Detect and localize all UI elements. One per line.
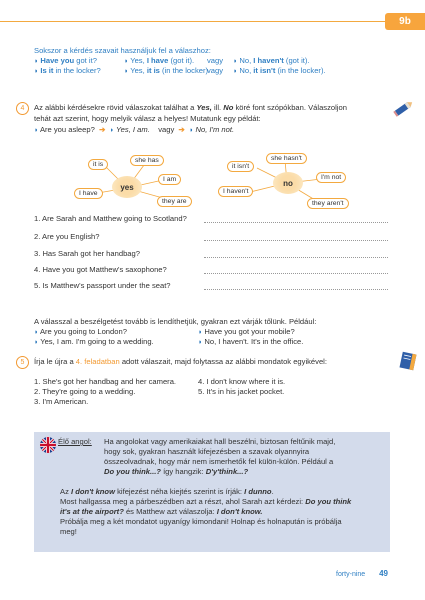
intro-row-1-yes-post: (got it). [168,56,195,65]
bullet-icon: ◗ [34,127,39,134]
intro-row-1-yes-pre: Yes, [130,56,147,65]
info-p1-bold-2: D'y'think...? [205,467,249,476]
yes-bubble-she-has: she has [130,155,164,166]
intro-row-2-yes-pre: Yes, [130,66,147,75]
info-p3-line-3: Próbálja meg a két mondatot ugyanígy kimondani! Holnap és holnapután is próbálja [60,517,342,526]
intro-row-1-yes-bold: I have [146,56,169,65]
exercise-4-number: 4 [16,102,29,115]
bullet-icon: ◗ [189,127,194,134]
ex5-text-pre: Írja le újra a [34,357,76,366]
answer-line-1[interactable] [204,222,388,223]
info-p1-bold-1: Do you think...? [104,467,161,476]
ex4-text-1: Az alábbi kérdésekre rövid válaszokat találhat a [34,103,197,112]
intro-row-2-no-bold: it isn't [253,66,276,75]
bullet-icon: ◗ [109,127,114,134]
bullet-icon: ◗ [233,58,238,65]
ex4-yes: Yes, [196,103,212,112]
continuation-ex-2-right [198,337,303,348]
bullet-icon: ◗ [198,339,203,346]
info-p3-bold-2: it's at the airport? [60,507,124,516]
exercise-4-instruction-line-2: tehát azt szerint, hogy melyik válasz a helyes! Mutatunk egy példát: [34,114,261,123]
continuation-ex-2-right-text: No, I haven't. It's in the office. [204,337,304,346]
intro-row-1-or: vagy [207,56,224,65]
continuation-ex-2-left [34,337,154,348]
exercise-5-number: 5 [16,356,29,369]
no-hub: no [273,172,303,194]
bullet-icon: ◗ [34,58,39,65]
intro-row-2-no-post: (in the locker). [275,66,326,75]
unit-tab: 9b [385,13,425,30]
info-p2-bold-1: I don't know [70,487,115,496]
ex5-sentence-2: 2. They're going to a wedding. [34,387,136,396]
answer-line-2[interactable] [204,240,388,241]
continuation-ex-1-right-text: Have you got your mobile? [204,327,295,336]
bullet-icon: ◗ [34,68,39,75]
info-p3-bold-3: I don't know. [216,507,263,516]
info-p1-line-2: hogy sok, gyakran használt kifejezésben a szavak olyannyira [104,447,310,456]
yes-bubble-i-have: I have [74,188,103,199]
no-bubble-im-not: I'm not [316,172,346,183]
bullet-icon: ◗ [124,58,129,65]
info-p1-line-4 [104,467,248,477]
intro-row-2-q-rest: in the locker? [53,66,101,75]
answer-line-3[interactable] [204,257,388,258]
intro-row-2-yes-post: (in the locker) [159,66,209,75]
live-english-label: Élő angol: [58,437,92,446]
question-5: 5. Is Matthew's passport under the seat? [34,281,171,290]
intro-row-1-no-pre: No, [239,56,254,65]
info-p2-mid: kifejezést néha kiejtés szerint is írják: [114,487,245,496]
bullet-icon: ◗ [233,68,238,75]
info-p3-pre: Most hallgassa meg a párbeszédben azt a részt, ahol Sarah azt kérdezi: [60,497,306,506]
arrow-right-icon: ➔ [176,125,188,134]
question-1: 1. Are Sarah and Matthew going to Scotland? [34,214,187,223]
answer-line-5[interactable] [204,289,388,290]
info-p1-line-3: összeolvadnak, hogy már nem ismerhetők fel külön-külön. Például a [104,457,334,466]
intro-row-2-q-bold: Is it [40,66,54,75]
bullet-icon: ◗ [124,68,129,75]
question-4: 4. Have you got Matthew's saxophone? [34,265,167,274]
ex5-sentence-3: 3. I'm American. [34,397,89,406]
yes-bubble-i-am: I am [158,174,181,185]
intro-row-1-no-post: (got it). [283,56,310,65]
no-bubble-they-arent: they aren't [307,198,349,209]
footer-page-word: forty-nine [336,571,366,578]
pencil-icon [393,99,415,117]
ex4-no: No [223,103,234,112]
info-p3-line-1 [60,497,351,507]
arrow-right-icon: ➔ [96,125,108,134]
info-p2 [60,487,274,497]
ex4-example-or: vagy [158,125,175,134]
notebook-icon [398,351,418,371]
uk-flag-icon [40,437,56,453]
info-p3-mid: és Matthew azt válaszolja: [123,507,217,516]
info-p2-end: . [271,487,274,496]
no-bubble-i-havent: I haven't [218,186,253,197]
info-p1-line-1: Ha angolokat vagy amerikaiakat hall beszélni, biztosan feltűnik majd, [104,437,336,446]
answer-line-4[interactable] [204,273,388,274]
info-p2-pre: Az [60,487,71,496]
ex4-text-3: köré font szópókban. Válaszoljon [233,103,347,112]
no-bubble-she-hasnt: she hasn't [266,153,307,164]
ex4-example-q: Are you asleep? [39,125,95,134]
info-p2-bold-2: I dunno [244,487,272,496]
page-number: 49 [379,569,388,578]
ex5-text-post: adott válaszait, majd folytassa az alábbi mondatok egyikével: [119,357,327,366]
question-3: 3. Has Sarah got her handbag? [34,249,140,258]
continuation-ex-1-left-text: Are you going to London? [39,327,127,336]
question-2: 2. Are you English? [34,232,100,241]
yes-bubble-they-are: they are [157,196,192,207]
continuation-text: A válasszal a beszélgetést tovább is lendíthetjük, gyakran ezt várják tőlünk. Például: [34,317,317,326]
intro-text: Sokszor a kérdés szavait használjuk fel a válaszhoz: [34,46,211,55]
intro-row-1-q-bold: Have you [40,56,75,65]
intro-row-1-no-bold: I haven't [253,56,284,65]
intro-row-1-q-rest: got it? [74,56,97,65]
exercise-5-instruction [34,357,327,367]
continuation-ex-2-left-text: Yes, I am. I'm going to a wedding. [40,337,154,346]
info-p1-mid: így hangzik: [160,467,206,476]
info-p3-line-4: meg! [60,527,77,536]
bullet-icon: ◗ [198,329,203,336]
info-p3-line-2 [60,507,263,517]
ex5-sentence-4: 4. I don't know where it is. [198,377,286,386]
yes-bubble-it-is: it is [88,159,108,170]
bullet-icon: ◗ [34,329,39,336]
info-p3-bold-1: Do you think [305,497,352,506]
bullet-icon: ◗ [34,339,39,346]
ex4-example-no: No, I'm not. [195,125,235,134]
yes-hub: yes [112,176,142,198]
intro-row-2-or: vagy [207,66,224,75]
no-bubble-it-isnt: it isn't [227,161,254,172]
ex5-link[interactable]: 4. feladatban [75,357,120,366]
ex4-example-yes: Yes, I am. [116,125,150,134]
ex4-text-2: ill. [211,103,224,112]
intro-row-2-no-pre: No, [239,66,254,75]
ex5-sentence-5: 5. It's in his jacket pocket. [198,387,285,396]
intro-row-2-yes-bold: it is [146,66,160,75]
ex5-sentence-1: 1. She's got her handbag and her camera. [34,377,177,386]
